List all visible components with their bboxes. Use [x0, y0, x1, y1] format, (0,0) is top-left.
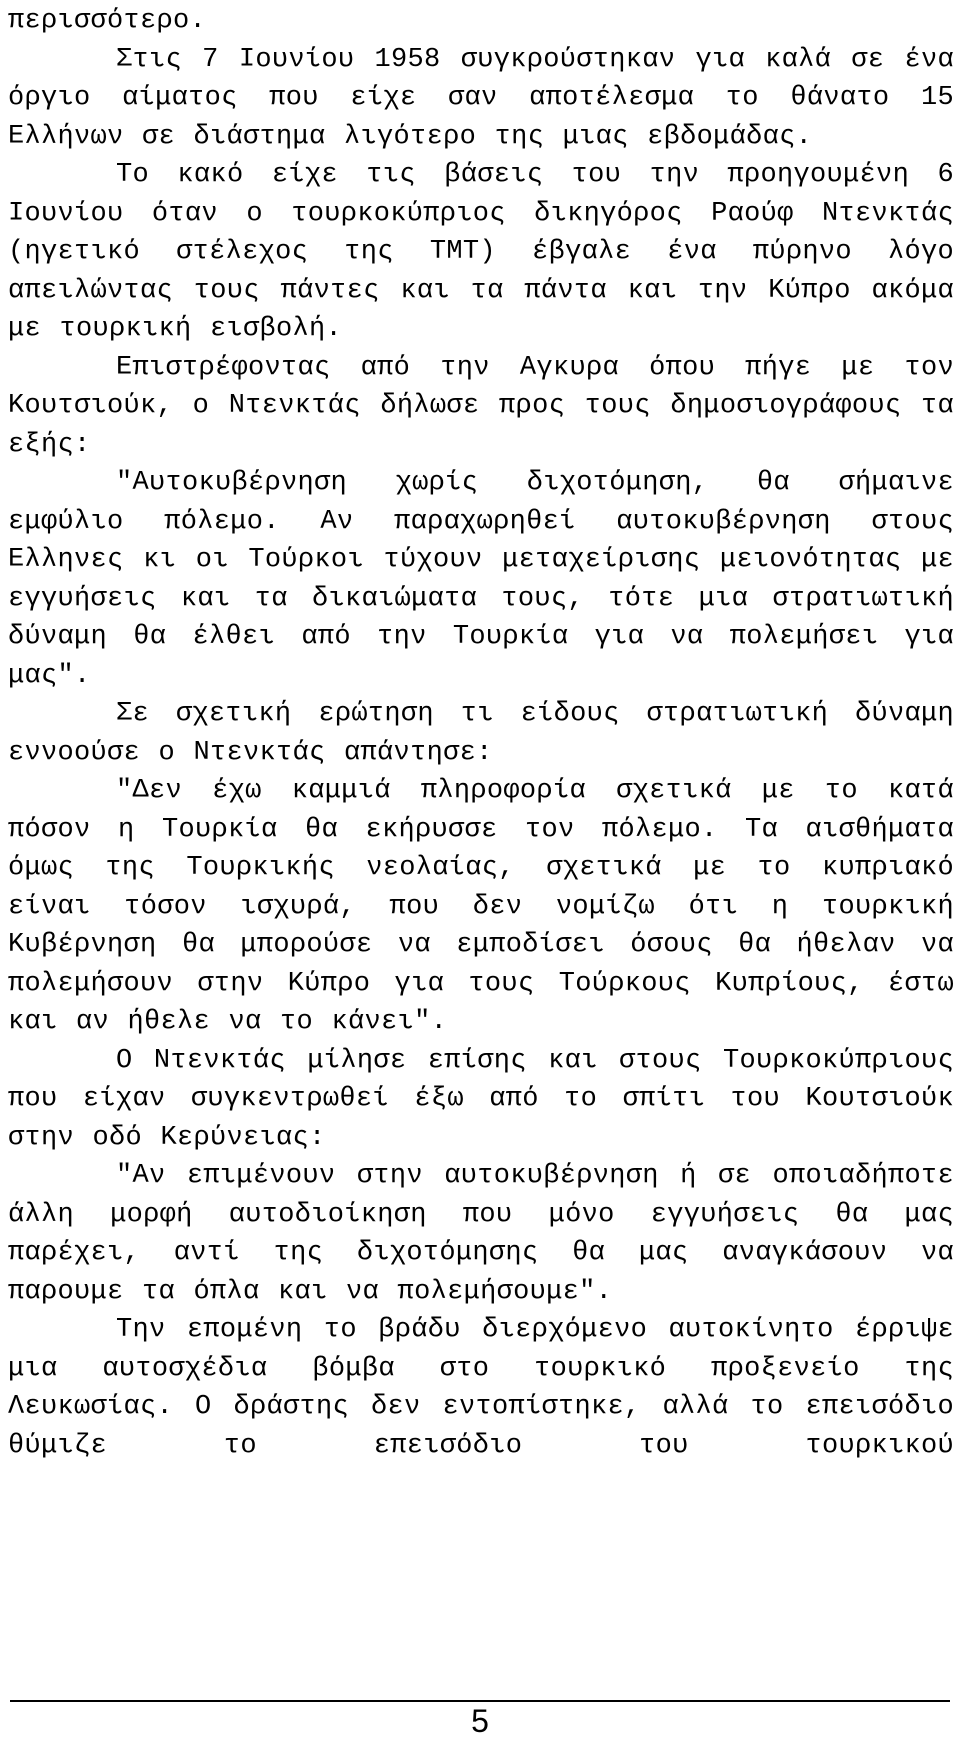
paragraph-5: "Αυτοκυβέρνηση χωρίς διχοτόμηση, θα σήμαινε εμφύλιο πόλεμο. Αν παραχωρηθεί αυτοκυβέρνηση στους Ελληνες κι οι Τούρκοι τύχουν μεταχείρισης μειονότητας με εγγυήσεις και τα δικαιώματα τους, τότε μια στρατιωτική δύναμη θα έλθει από την Τουρκία για να πολεμήσει για μας".	[8, 468, 954, 691]
paragraph-1: περισσότερο.	[8, 6, 207, 36]
paragraph-2: Στις 7 Ιουνίου 1958 συγκρούστηκαν για καλά σε ένα όργιο αίματος που είχε σαν αποτέλεσμα το θάνατο 15 Ελλήνων σε διάστημα λιγότερο της μιας εβδομάδας.	[8, 44, 954, 152]
paragraph-6: Σε σχετική ερώτηση τι είδους στρατιωτική δύναμη εννοούσε ο Ντενκτάς απάντησε:	[8, 699, 954, 768]
page-number: 5	[471, 1703, 489, 1739]
paragraph-9: "Αν επιμένουν στην αυτοκυβέρνηση ή σε οποιαδήποτε άλλη μορφή αυτοδιοίκηση που μόνο εγγυήσεις θα μας παρέχει, αντί της διχοτόμησης θα μας αναγκάσουν να παρουμε τα όπλα και να πολεμήσουμε".	[8, 1161, 954, 1307]
document-body	[8, 2, 954, 1465]
paragraph-4: Επιστρέφοντας από την Αγκυρα όπου πήγε με τον Κουτσιούκ, ο Ντενκτάς δήλωσε προς τους δημοσιογράφους τα εξής:	[8, 352, 954, 460]
paragraph-8: Ο Ντενκτάς μίλησε επίσης και στους Τουρκοκύπριους που είχαν συγκεντρωθεί έξω από το σπίτι του Κουτσιούκ στην οδό Κερύνειας:	[8, 1045, 954, 1153]
paragraph-7: "Δεν έχω καμμιά πληροφορία σχετικά με το κατά πόσον η Τουρκία θα εκήρυσσε τον πόλεμο. Τα αισθήματα όμως της Τουρκικής νεολαίας, σχετικά με το κυπριακό είναι τόσον ισχυρά, που δεν νομίζω ότι η τουρκική Κυβέρνηση θα μπορούσε να εμποδίσει όσους θα ήθελαν να πολεμήσουν στην Κύπρο για τους Τούρκους Κυπρίους, έστω και αν ήθελε να το κάνει".	[8, 776, 954, 1037]
paragraph-10: Την επομένη το βράδυ διερχόμενο αυτοκίνητο έρριψε μια αυτοσχέδια βόμβα στο τουρκικό προξενείο της Λευκωσίας. Ο δράστης δεν εντοπίστηκε, αλλά το επεισόδιο θύμιζε το επεισόδιο του τουρκικού	[8, 1315, 954, 1461]
paragraph-3: Το κακό είχε τις βάσεις του την προηγουμένη 6 Ιουνίου όταν ο τουρκοκύπριος δικηγόρος Ραούφ Ντενκτάς (ηγετικό στέλεχος της ΤΜΤ) έβγαλε ένα πύρηνο λόγο απειλώντας τους πάντες και τα πάντα και την Κύπρο ακόμα με τουρκική εισβολή.	[8, 160, 954, 344]
footer-divider	[10, 1700, 950, 1702]
